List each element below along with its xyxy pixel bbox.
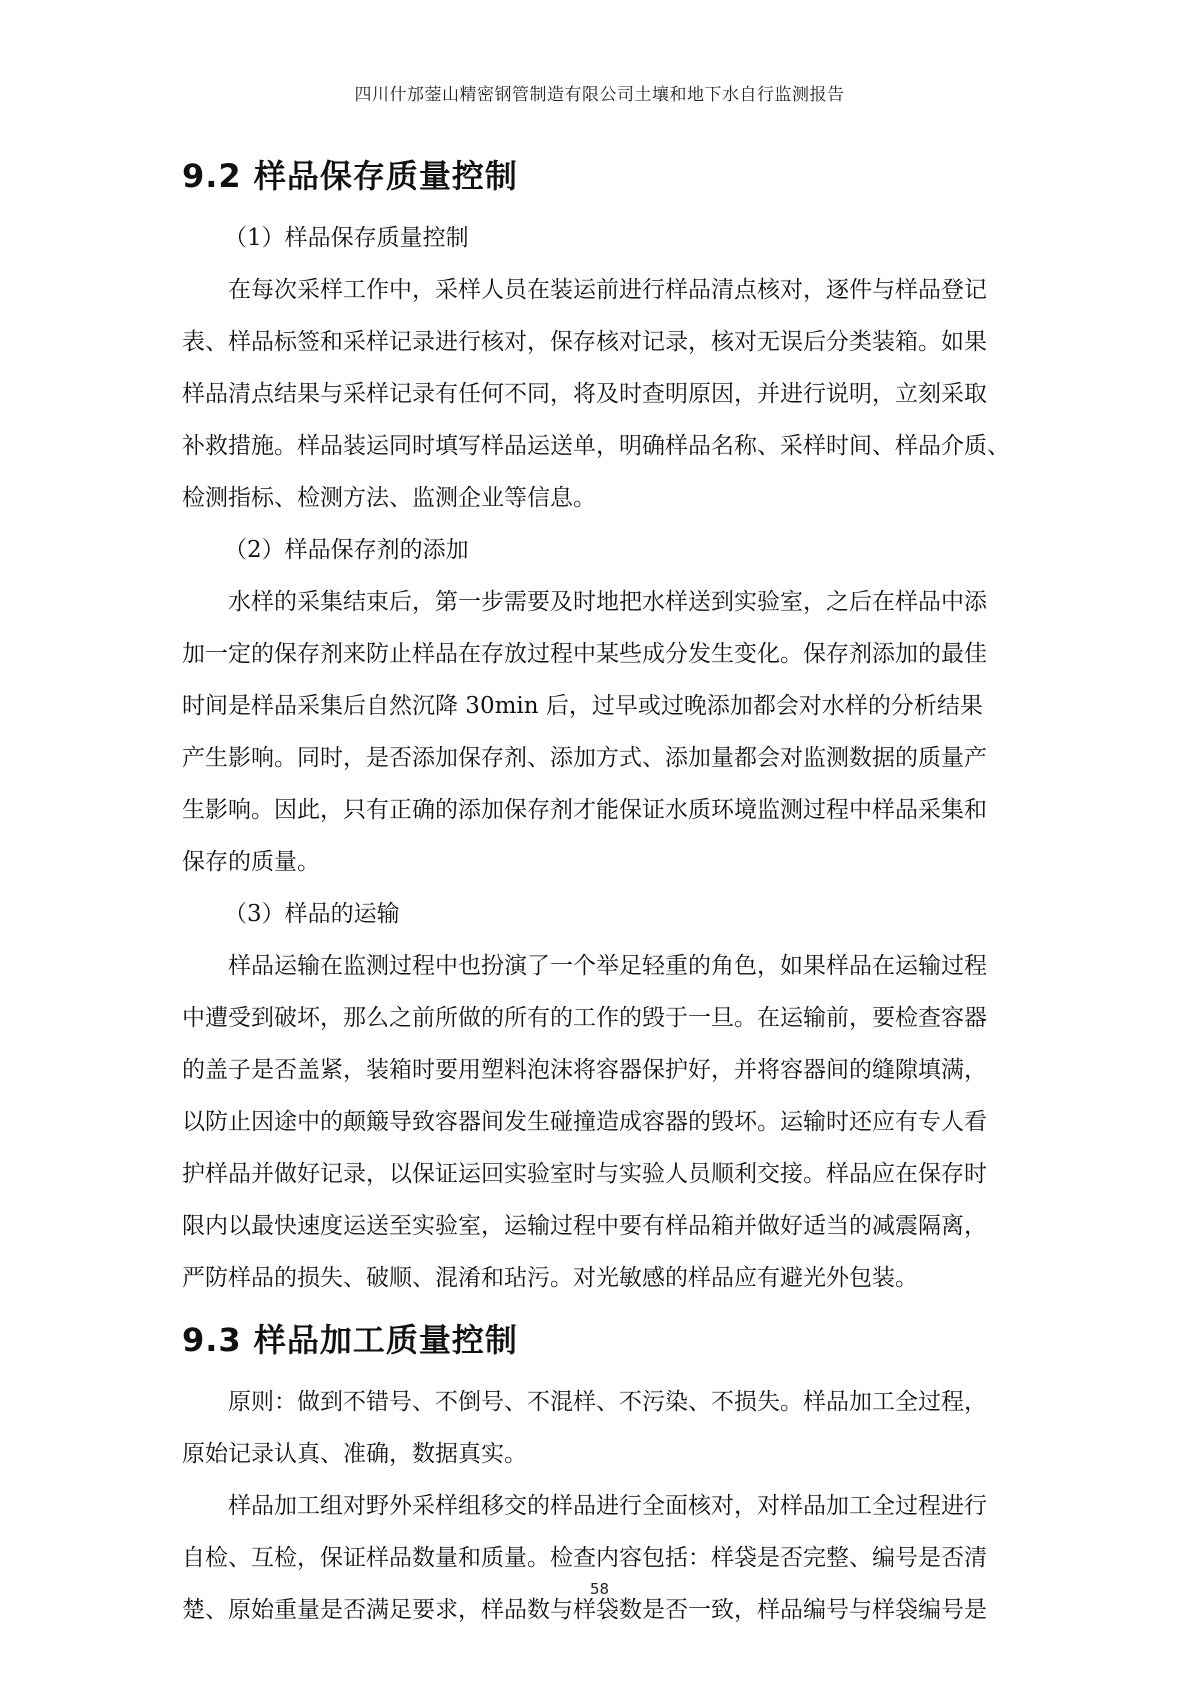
paragraph xyxy=(182,576,1022,888)
page-number: 58 xyxy=(589,1580,610,1598)
subheading: （3）样品的运输 xyxy=(224,901,400,927)
text-line: 产生影响。同时，是否添加保存剂、添加方式、添加量都会对监测数据的质量产 xyxy=(182,745,987,771)
paragraph xyxy=(182,1480,1022,1636)
text-line: 样品清点结果与采样记录有任何不同，将及时查明原因，并进行说明，立刻采取 xyxy=(182,381,987,407)
text-line: 时间是样品采集后自然沉降 30min 后，过早或过晚添加都会对水样的分析结果 xyxy=(182,693,983,719)
document-body xyxy=(182,140,1022,1636)
subheading: （1）样品保存质量控制 xyxy=(224,225,469,251)
text-line: 限内以最快速度运送至实验室，运输过程中要有样品箱并做好适当的减震隔离， xyxy=(182,1213,987,1239)
text-line: 加一定的保存剂来防止样品在存放过程中某些成分发生变化。保存剂添加的最佳 xyxy=(182,641,987,667)
paragraph xyxy=(182,264,1022,524)
running-header: 四川什邡蓥山精密钢管制造有限公司土壤和地下水自行监测报告 xyxy=(354,85,845,105)
text-line: 水样的采集结束后，第一步需要及时地把水样送到实验室，之后在样品中添 xyxy=(228,589,987,615)
text-line: 检测指标、检测方法、监测企业等信息。 xyxy=(182,485,596,511)
text-line: 原则：做到不错号、不倒号、不混样、不污染、不损失。样品加工全过程， xyxy=(228,1389,987,1415)
text-line: 以防止因途中的颠簸导致容器间发生碰撞造成容器的毁坏。运输时还应有专人看 xyxy=(182,1109,987,1135)
text-line: 的盖子是否盖紧，装箱时要用塑料泡沫将容器保护好，并将容器间的缝隙填满， xyxy=(182,1057,987,1083)
text-line: 在每次采样工作中，采样人员在装运前进行样品清点核对，逐件与样品登记 xyxy=(228,277,987,303)
text-line: 生影响。因此，只有正确的添加保存剂才能保证水质环境监测过程中样品采集和 xyxy=(182,797,987,823)
text-line: 样品运输在监测过程中也扮演了一个举足轻重的角色，如果样品在运输过程 xyxy=(228,953,987,979)
paragraph xyxy=(182,940,1022,1304)
section-heading: 9.2 样品保存质量控制 xyxy=(182,157,518,195)
subheading: （2）样品保存剂的添加 xyxy=(224,537,469,563)
text-line: 补救措施。样品装运同时填写样品运送单，明确样品名称、采样时间、样品介质、 xyxy=(182,433,1010,459)
text-line: 护样品并做好记录，以保证运回实验室时与实验人员顺利交接。样品应在保存时 xyxy=(182,1161,987,1187)
text-line: 自检、互检，保证样品数量和质量。检查内容包括：样袋是否完整、编号是否清 xyxy=(182,1545,987,1571)
text-line: 中遭受到破坏，那么之前所做的所有的工作的毁于一旦。在运输前，要检查容器 xyxy=(182,1005,987,1031)
text-line: 样品加工组对野外采样组移交的样品进行全面核对，对样品加工全过程进行 xyxy=(228,1493,987,1519)
text-line: 严防样品的损失、破顺、混淆和玷污。对光敏感的样品应有避光外包装。 xyxy=(182,1265,918,1291)
section-heading: 9.3 样品加工质量控制 xyxy=(182,1321,518,1359)
paragraph xyxy=(182,1376,1022,1480)
text-line: 表、样品标签和采样记录进行核对，保存核对记录，核对无误后分类装箱。如果 xyxy=(182,329,987,355)
text-line: 楚、原始重量是否满足要求，样品数与样袋数是否一致，样品编号与样袋编号是 xyxy=(182,1597,987,1623)
text-line: 保存的质量。 xyxy=(182,849,320,875)
text-line: 原始记录认真、准确，数据真实。 xyxy=(182,1441,527,1467)
